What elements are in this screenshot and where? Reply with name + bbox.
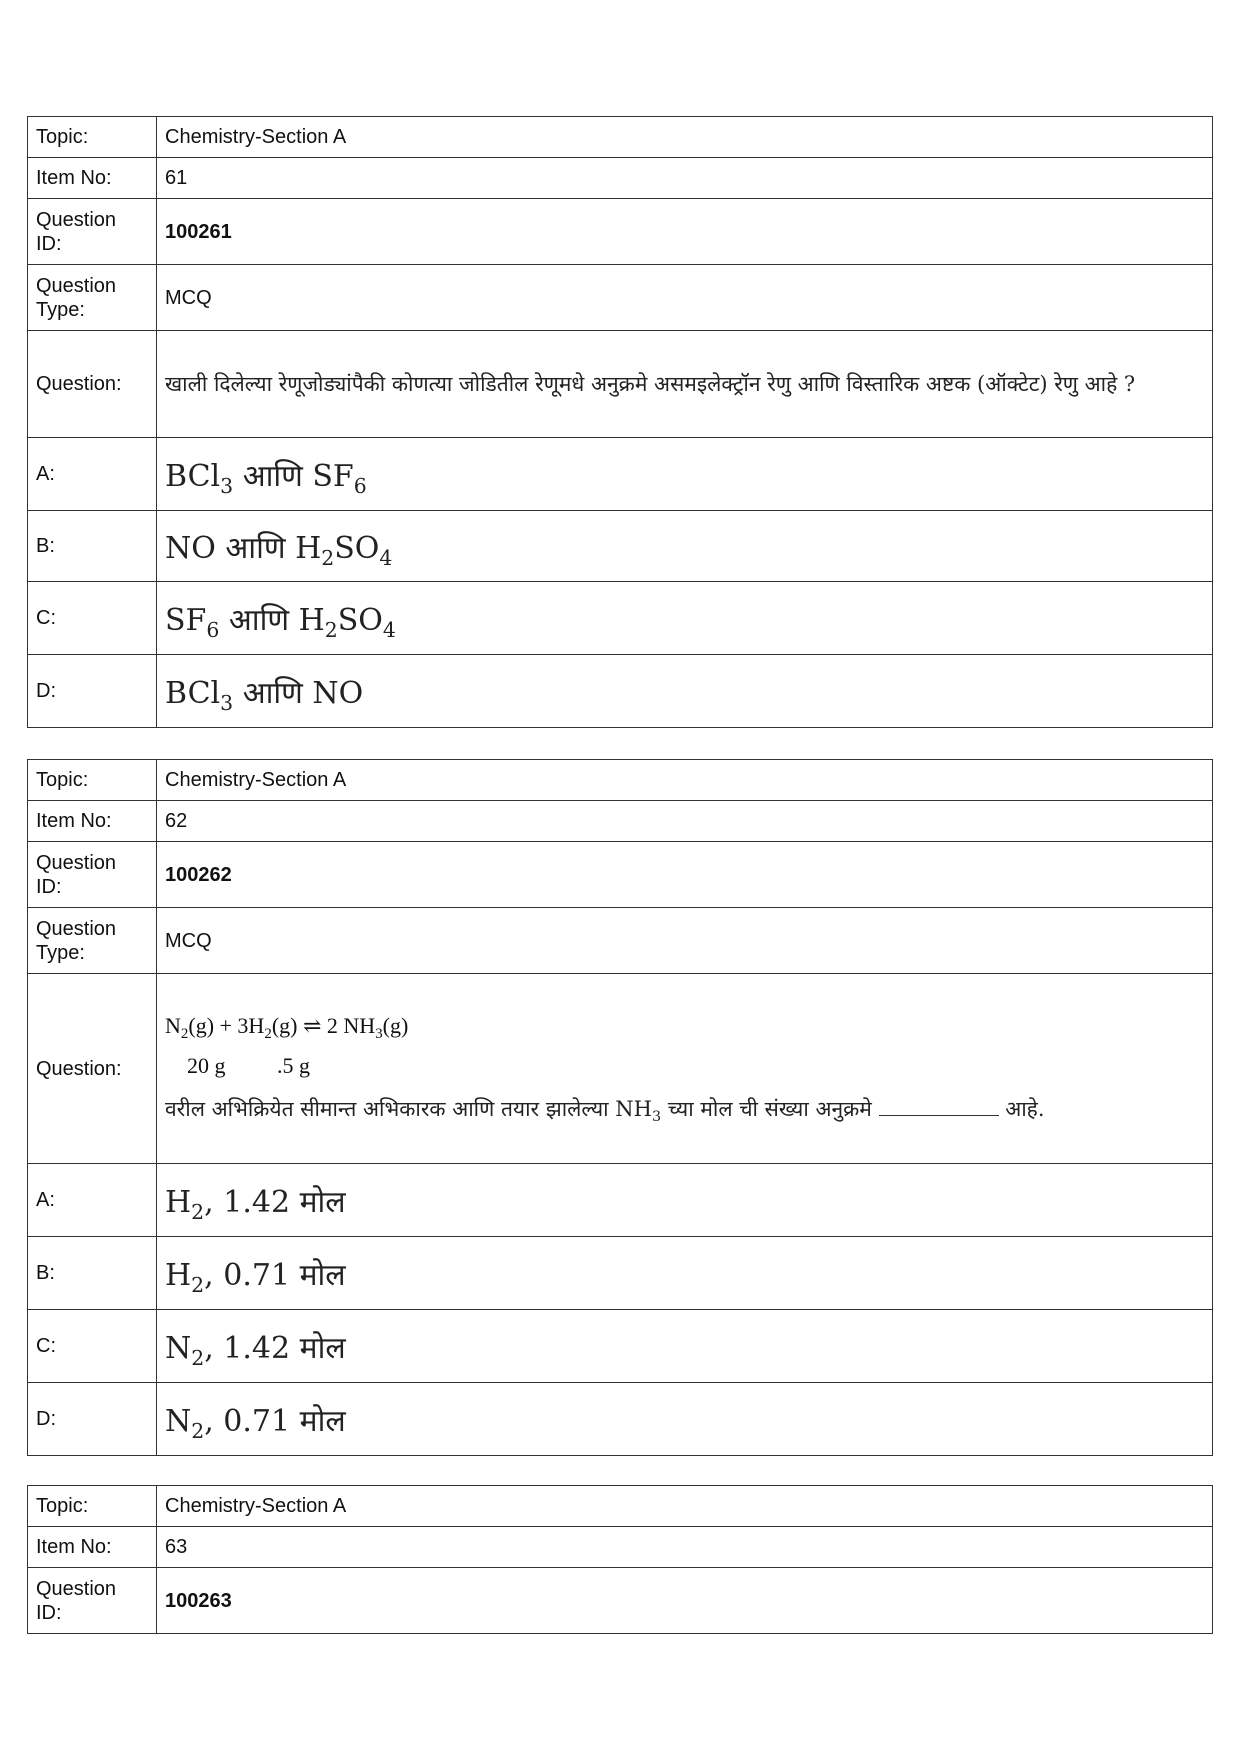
option-c[interactable]: $N_2$, 1.42 मोल <box>157 1310 1213 1383</box>
item-no-value: 61 <box>157 158 1213 199</box>
question-type-label: Question Type: <box>28 265 157 331</box>
mass-n2: 20 g <box>187 1052 226 1078</box>
question-block-62 <box>27 759 1213 1456</box>
option-a-label: A: <box>28 1164 157 1237</box>
topic-label: Topic: <box>28 117 157 158</box>
item-no-value: 63 <box>157 1527 1213 1568</box>
topic-value: Chemistry-Section A <box>157 760 1213 801</box>
option-a-label: A: <box>28 438 157 511</box>
question-id-value: 100261 <box>157 199 1213 265</box>
topic-label: Topic: <box>28 760 157 801</box>
topic-label: Topic: <box>28 1486 157 1527</box>
reaction-equation: $N_2(g) + 3H_2(g)$ ⇌ 2 $NH_3(g)$ <box>165 1012 409 1042</box>
question-id-value: 100263 <box>157 1568 1213 1634</box>
mass-h2: .5 g <box>277 1052 310 1078</box>
question-id-label: Question ID: <box>28 1568 157 1634</box>
item-no-label: Item No: <box>28 1527 157 1568</box>
reactant-masses <box>165 1046 1204 1086</box>
question-block-63 <box>27 1485 1213 1634</box>
item-no-label: Item No: <box>28 158 157 199</box>
question-id-label: Question ID: <box>28 842 157 908</box>
question-label: Question: <box>28 331 157 438</box>
topic-value: Chemistry-Section A <box>157 1486 1213 1527</box>
equilibrium-arrow: ⇌ <box>302 1012 322 1038</box>
option-c-label: C: <box>28 1310 157 1383</box>
question-block-61 <box>27 116 1213 728</box>
option-a[interactable]: $H_2$, 1.42 मोल <box>157 1164 1213 1237</box>
option-c-label: C: <box>28 582 157 655</box>
topic-value: Chemistry-Section A <box>157 117 1213 158</box>
question-type-value: MCQ <box>157 265 1213 331</box>
question-id-label: Question ID: <box>28 199 157 265</box>
answer-blank <box>879 1097 999 1116</box>
option-a[interactable]: BCl$_3$ आणि $SF_6$ <box>157 438 1213 511</box>
question-text: खाली दिलेल्या रेणूजोड्यांपैकी कोणत्या जोडितील रेणूमधे अनुक्रमे असमइलेक्ट्रॉन रेणु आणि विस्तारिक अष्टक (ऑक्टेट) रेणु आहे ? <box>157 331 1213 438</box>
question-text: वरील अभिक्रियेत सीमान्त अभिकारक आणि तयार झालेल्या $NH_3$ च्या मोल ची संख्या अनुक्रमे आहे. <box>165 1096 1045 1125</box>
option-d-label: D: <box>28 655 157 728</box>
question-body <box>157 974 1213 1164</box>
item-no-label: Item No: <box>28 801 157 842</box>
item-no-value: 62 <box>157 801 1213 842</box>
question-label: Question: <box>28 974 157 1164</box>
option-b-label: B: <box>28 511 157 582</box>
question-id-value: 100262 <box>157 842 1213 908</box>
question-type-label: Question Type: <box>28 908 157 974</box>
option-c[interactable]: $SF_6$ आणि $H_2SO_4$ <box>157 582 1213 655</box>
option-d[interactable]: $N_2$, 0.71 मोल <box>157 1383 1213 1456</box>
option-d-label: D: <box>28 1383 157 1456</box>
option-d[interactable]: BCl$_3$ आणि NO <box>157 655 1213 728</box>
option-b[interactable]: NO आणि $H_2SO_4$ <box>157 511 1213 582</box>
question-type-value: MCQ <box>157 908 1213 974</box>
option-b-label: B: <box>28 1237 157 1310</box>
option-b[interactable]: $H_2$, 0.71 मोल <box>157 1237 1213 1310</box>
